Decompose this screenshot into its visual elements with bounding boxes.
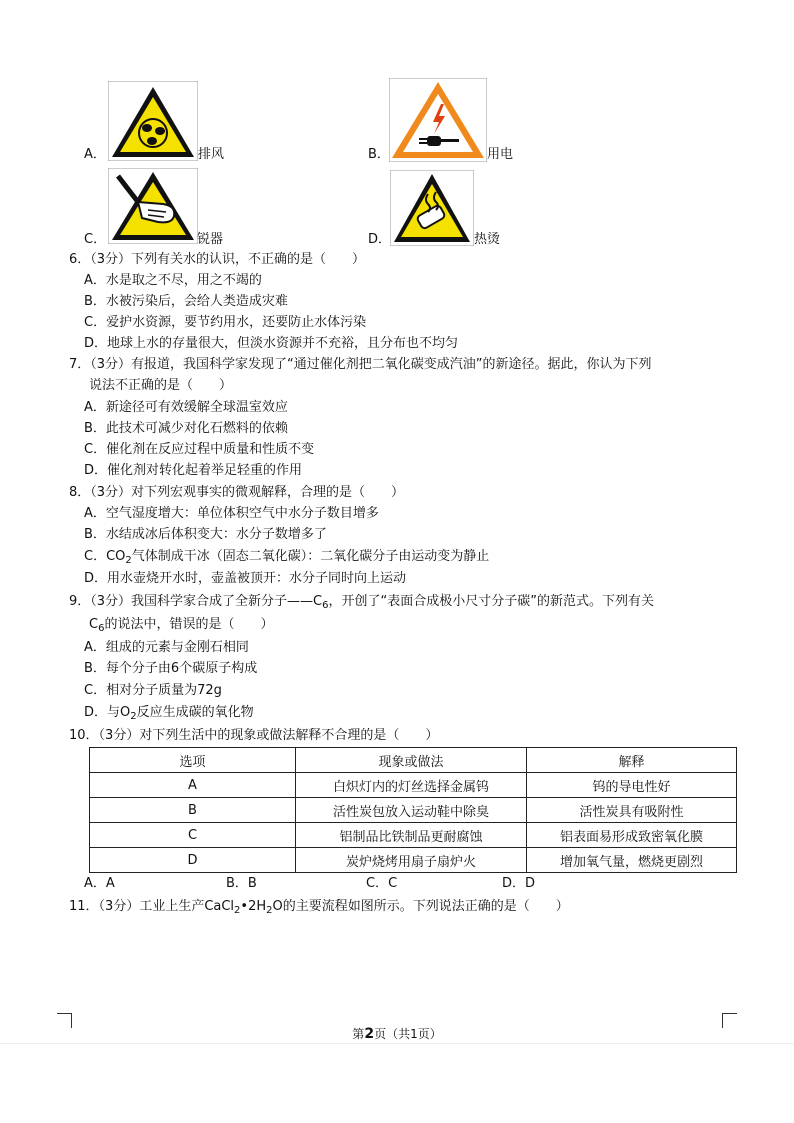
sharp-object-sign (108, 168, 198, 244)
electricity-sign (389, 78, 487, 162)
question-6-option-d: D．地球上水的存量很大，但淡水资源并不充裕，且分布也不均匀 (84, 336, 459, 351)
question-6-option-c: C．爱护水资源，要节约用水，还要防止水体污染 (84, 315, 367, 330)
question-6-option-a: A．水是取之不尽，用之不竭的 (84, 273, 262, 288)
question-10-answer-b: B．B (226, 876, 257, 891)
option-a-caption: 排风 (198, 147, 225, 162)
table-row (90, 848, 737, 873)
table-cell: 增加氧气量，燃烧更剧烈 (527, 848, 737, 873)
option-d-caption: 热烫 (474, 232, 501, 247)
question-6-option-b: B．水被污染后，会给人类造成灾难 (84, 294, 288, 309)
hot-surface-sign (390, 170, 474, 246)
question-10-stem: 10．（3分）对下列生活中的现象或做法解释不合理的是（ ） (69, 728, 439, 743)
question-9-option-a: A．组成的元素与金刚石相同 (84, 640, 249, 655)
question-7-option-b: B．此技术可减少对化石燃料的依赖 (84, 421, 288, 436)
table-cell: 钨的导电性好 (527, 773, 737, 798)
question-9-stem-line2: $C_6$的说法中，错误的是（ ） (89, 617, 274, 634)
table-cell: 炭炉烧烤用扇子扇炉火 (296, 848, 527, 873)
question-8-stem: 8．（3分）对下列宏观事实的微观解释，合理的是（ ） (69, 485, 405, 500)
table-cell: 活性炭包放入运动鞋中除臭 (296, 798, 527, 823)
option-d-letter: D． (368, 232, 392, 247)
table-cell: 铝制品比铁制品更耐腐蚀 (296, 823, 527, 848)
page-separator (0, 1043, 794, 1044)
question-10-answer-c: C．C (366, 876, 398, 891)
table-cell: 白炽灯内的灯丝选择金属钨 (296, 773, 527, 798)
question-7-stem-line2: 说法不正确的是（ ） (89, 378, 233, 393)
page-footer: 第2页（共1页） (352, 1026, 442, 1042)
question-8-option-a: A．空气湿度增大：单位体积空气中水分子数目增多 (84, 506, 379, 521)
table-row (90, 773, 737, 798)
table-row (90, 798, 737, 823)
question-11-stem: 11．（3分）工业上生产$CaCl_2•2H_2O$的主要流程如图所示。下列说法正确的是（ ） (69, 899, 569, 916)
option-b-letter: B． (368, 147, 390, 162)
option-a-letter: A． (84, 147, 106, 162)
question-10-answer-d: D．D (502, 876, 536, 891)
question-9-option-b: B．每个分子由6个碳原子构成 (84, 661, 258, 676)
table-cell: B (90, 798, 296, 823)
option-c-letter: C． (84, 232, 107, 247)
question-9-option-c: C．相对分子质量为72g (84, 683, 222, 698)
question-7-stem: 7．（3分）有报道，我国科学家发现了“通过催化剂把二氧化碳变成汽油”的新途径。据此，你认为下列 (69, 357, 652, 372)
table-cell: C (90, 823, 296, 848)
table-header-cell: 现象或做法 (296, 748, 527, 773)
table-header-cell: 选项 (90, 748, 296, 773)
table-cell: 活性炭具有吸附性 (527, 798, 737, 823)
question-9-stem: 9．（3分）我国科学家合成了全新分子$——C_6$，开创了“表面合成极小尺寸分子碳”的新范式。下列有关 (69, 594, 654, 611)
question-10-table (89, 747, 737, 873)
table-cell: A (90, 773, 296, 798)
table-row (90, 823, 737, 848)
question-7-option-a: A．新途径可有效缓解全球温室效应 (84, 400, 288, 415)
question-7-option-c: C．催化剂在反应过程中质量和性质不变 (84, 442, 315, 457)
table-header-cell: 解释 (527, 748, 737, 773)
option-b-caption: 用电 (487, 147, 514, 162)
question-9-option-d: D．与$O_2$反应生成碳的氧化物 (84, 705, 254, 722)
question-7-option-d: D．催化剂对转化起着举足轻重的作用 (84, 463, 303, 478)
exhaust-fan-sign (108, 81, 198, 161)
option-c-caption: 锐器 (197, 232, 224, 247)
table-cell: D (90, 848, 296, 873)
table-cell: 铝表面易形成致密氧化膜 (527, 823, 737, 848)
question-8-option-d: D．用水壶烧开水时，壶盖被顶开：水分子同时向上运动 (84, 571, 407, 586)
question-8-option-b: B．水结成冰后体积变大：水分子数增多了 (84, 527, 327, 542)
question-8-option-c: C．$CO_2$气体制成干冰（固态二氧化碳）：二氧化碳分子由运动变为静止 (84, 549, 490, 566)
question-10-answer-a: A．A (84, 876, 115, 891)
question-6-stem: 6．（3分）下列有关水的认识，不正确的是（ ） (69, 252, 366, 267)
table-header-row (90, 748, 737, 773)
